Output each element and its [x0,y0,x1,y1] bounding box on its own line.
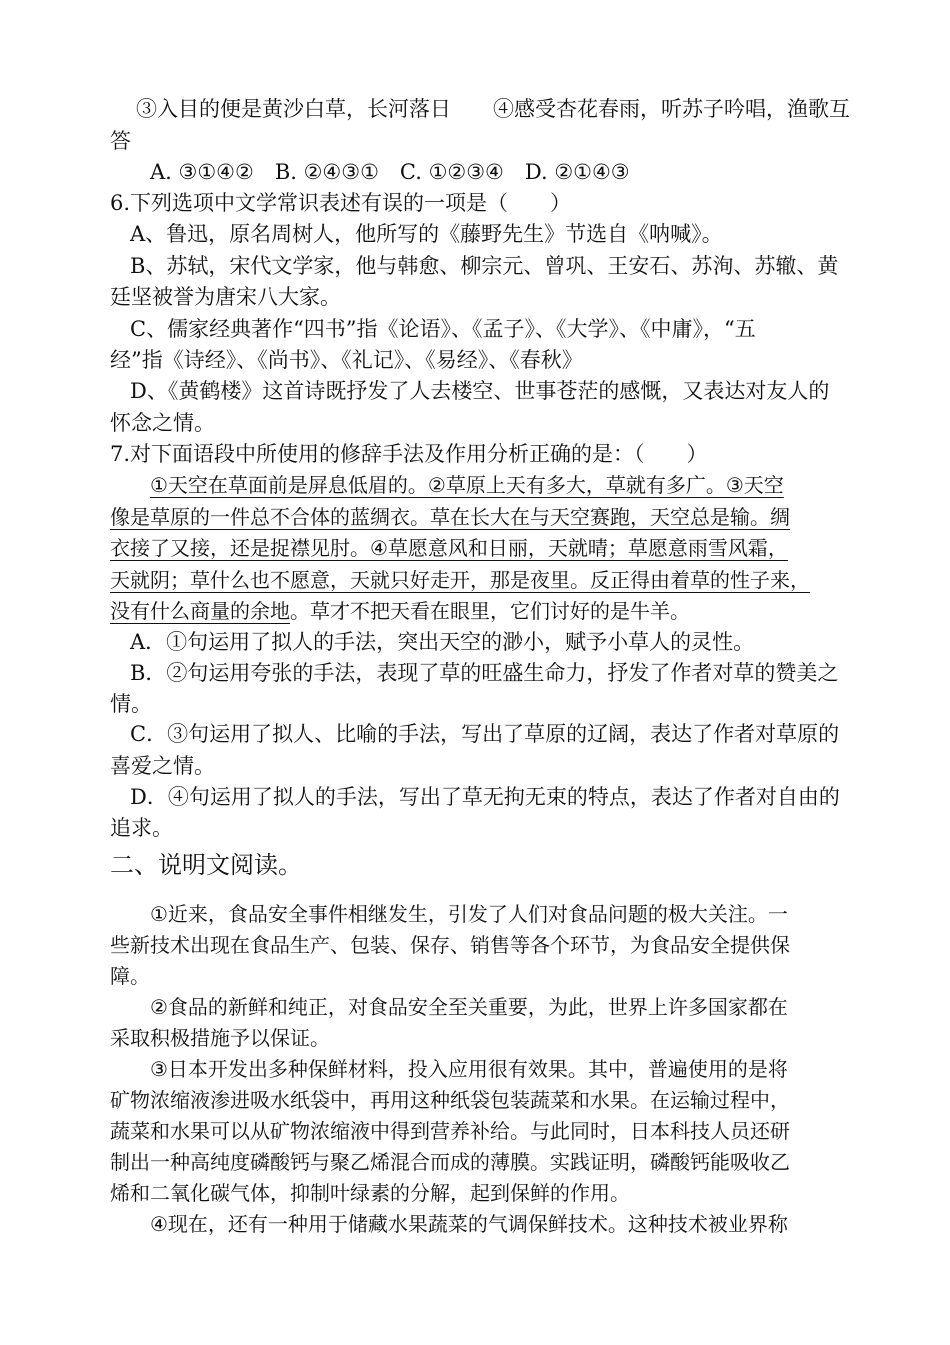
s2-para4-line1: ④现在，还有一种用于储藏水果蔬菜的气调保鲜技术。这种技术被业界称 [150,1212,788,1236]
q7-option-d-line1: D．④句运用了拟人的手法，写出了草无拘无束的特点，表达了作者对自由的 [130,785,840,809]
s2-para3-line5: 烯和二氧化碳气体，抑制叶绿素的分解，起到保鲜的作用。 [110,1181,630,1205]
q7-passage-line1: ①天空在草面前是屏息低眉的。②草原上天有多大，草就有多广。③天空 [150,473,784,497]
s2-para3-line3: 蔬菜和水果可以从矿物浓缩液中得到营养补给。与此同时，日本科技人员还研 [110,1119,790,1143]
q5-options: A. ③①④② B. ②④③① C. ①②③④ D. ②①④③ [150,160,630,184]
q7-passage-line2: 像是草原的一件总不合体的蓝绸衣。草在长大在与天空赛跑，天空总是输。绸 [110,505,790,529]
q7-option-d-line2: 追求。 [110,816,173,840]
q7-option-c-line1: C．③句运用了拟人、比喻的手法，写出了草原的辽阔，表达了作者对草原的 [130,722,840,746]
q7-stem: 7.对下面语段中所使用的修辞手法及作用分析正确的是：（ ） [110,442,708,466]
q7-passage-line4: 天就阴；草什么也不愿意，天就只好走开，那是夜里。反正得由着草的性子来， [110,568,810,592]
q6-option-b-line2: 廷坚被誉为唐宋八大家。 [110,285,341,309]
q5-line2: 答 [110,129,131,153]
q6-option-d-line1: D、《黄鹤楼》这首诗既抒发了人去楼空、世事苍茫的感慨，又表达对友人的 [130,379,830,403]
s2-para3-line4: 制出一种高纯度磷酸钙与聚乙烯混合而成的薄膜。实践证明，磷酸钙能吸收乙 [110,1150,790,1174]
q7-passage-line5-rest: 。草才不把天看在眼里，它们讨好的是牛羊。 [290,599,690,623]
section2-heading: 二、说明文阅读。 [110,851,302,879]
q6-option-d-line2: 怀念之情。 [110,411,215,435]
s2-para1-line1: ①近来，食品安全事件相继发生，引发了人们对食品问题的极大关注。一 [150,902,788,926]
q7-passage-line5-underlined: 没有什么商量的余地 [110,599,290,623]
q6-option-c-line2: 经”指《诗经》、《尚书》、《礼记》、《易经》、《春秋》 [110,348,583,372]
q7-passage-line5 [110,596,860,626]
q6-option-a: A、鲁迅，原名周树人，他所写的《藤野先生》节选自《呐喊》。 [130,222,723,246]
q6-option-b-line1: B、苏轼，宋代文学家，他与韩愈、柳宗元、曾巩、王安石、苏洵、苏辙、黄 [130,254,839,278]
q7-option-b-line1: B．②句运用夸张的手法，表现了草的旺盛生命力，抒发了作者对草的赞美之 [130,661,839,685]
q6-option-c-line1: C、儒家经典著作“四书”指《论语》、《孟子》、《大学》、《中庸》，“五 [130,317,756,341]
q7-option-c-line2: 喜爱之情。 [110,754,215,778]
s2-para3-line1: ③日本开发出多种保鲜材料，投入应用很有效果。其中，普遍使用的是将 [150,1057,788,1081]
s2-para2-line2: 采取积极措施予以保证。 [110,1026,330,1050]
s2-para3-line2: 矿物浓缩液渗进吸水纸袋中，再用这种纸袋包装蔬菜和水果。在运输过程中， [110,1088,790,1112]
q7-option-b-line2: 情。 [110,692,152,716]
s2-para2-line1: ②食品的新鲜和纯正，对食品安全至关重要，为此，世界上许多国家都在 [150,995,788,1019]
q7-option-a: A．①句运用了拟人的手法，突出天空的渺小，赋予小草人的灵性。 [130,630,755,654]
q7-passage-line3: 衣接了又接，还是捉襟见肘。④草愿意风和日丽，天就晴；草愿意雨雪风霜， [110,536,788,560]
s2-para1-line3: 障。 [110,964,150,988]
q5-line1: ③入目的便是黄沙白草，长河落日 ④感受杏花春雨，听苏子吟唱，渔歌互 [136,97,850,121]
s2-para1-line2: 些新技术出现在食品生产、包装、保存、销售等各个环节，为食品安全提供保 [110,933,790,957]
q6-stem: 6.下列选项中文学常识表述有误的一项是（ ） [110,191,572,215]
